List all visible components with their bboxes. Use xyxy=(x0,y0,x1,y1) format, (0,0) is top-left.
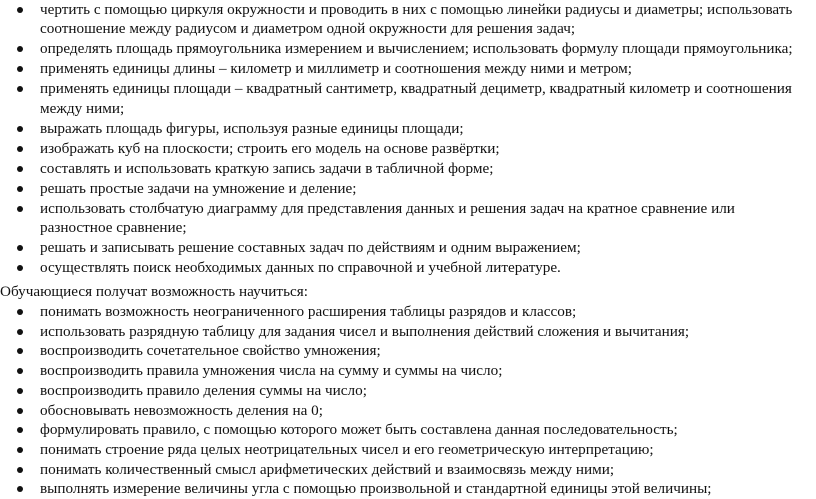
list-item xyxy=(0,119,816,138)
section-subheading: Обучающиеся получат возможность научиться: xyxy=(0,283,308,300)
list-item xyxy=(0,361,816,380)
list-item xyxy=(0,238,816,257)
bullet-icon xyxy=(17,265,23,271)
bullet-icon xyxy=(17,388,23,394)
list-item-text: составлять и использовать краткую запись задачи в табличной форме; xyxy=(40,159,494,177)
list-item xyxy=(0,460,816,479)
bullet-icon xyxy=(17,245,23,251)
bullet-icon xyxy=(17,7,23,13)
bullet-icon xyxy=(17,46,23,52)
list-item-text: использовать разрядную таблицу для задания чисел и выполнения действий сложения и вычитания; xyxy=(40,322,690,340)
bullet-icon xyxy=(17,467,23,473)
bullet-icon xyxy=(17,427,23,433)
bullet-icon xyxy=(17,309,23,315)
list-item xyxy=(0,341,816,360)
bullet-icon xyxy=(17,329,23,335)
bullet-icon xyxy=(17,66,23,72)
bullet-icon xyxy=(17,126,23,132)
list-item-text: использовать столбчатую диаграмму для представления данных и решения задач на кратное сравнение или разностное сравнение; xyxy=(40,199,735,237)
list-item xyxy=(0,381,816,400)
list-item-text: применять единицы длины – километр и миллиметр и соотношения между ними и метром; xyxy=(40,60,632,78)
list-item xyxy=(0,258,816,277)
list-item xyxy=(0,159,816,178)
list-item-text: выражать площадь фигуры, используя разные единицы площади; xyxy=(40,119,464,137)
bullet-icon xyxy=(17,348,23,354)
bullet-icon xyxy=(17,186,23,192)
list-item-text: понимать строение ряда целых неотрицательных чисел и его геометрическую интерпретацию; xyxy=(40,440,654,458)
bullet-icon xyxy=(17,146,23,152)
list-item-text: понимать количественный смысл арифметических действий и взаимосвязь между ними; xyxy=(40,460,615,478)
optional-skills-bullet-list xyxy=(0,302,816,499)
list-item-text: воспроизводить сочетательное свойство умножения; xyxy=(40,342,381,360)
list-item-text: воспроизводить правило деления суммы на число; xyxy=(40,381,367,399)
list-item-text: обосновывать невозможность деления на 0; xyxy=(40,401,323,419)
list-item xyxy=(0,479,816,498)
list-item xyxy=(0,79,816,118)
list-item-text: определять площадь прямоугольника измерением и вычислением; использовать формулу площади прямоугольника; xyxy=(40,40,793,58)
list-item xyxy=(0,0,816,39)
list-item-text: чертить с помощью циркуля окружности и проводить в них с помощью линейки радиусы и диаметры; использовать соотношение между радиусом и диаметром одной окружности для решения задач; xyxy=(40,1,793,38)
list-item-text: воспроизводить правила умножения числа на сумму и суммы на число; xyxy=(40,362,503,380)
list-item xyxy=(0,39,816,58)
list-item-text: применять единицы площади – квадратный сантиметр, квадратный дециметр, квадратный километр и соотношения между ними; xyxy=(40,80,792,117)
list-item-text: решать и записывать решение составных задач по действиям и одним выражением; xyxy=(40,239,581,257)
list-item xyxy=(0,322,816,341)
list-item-text: формулировать правило, с помощью которого может быть составлена данная последовательность; xyxy=(40,421,678,439)
bullet-icon xyxy=(17,447,23,453)
bullet-icon xyxy=(17,166,23,172)
list-item xyxy=(0,401,816,420)
list-item-text: решать простые задачи на умножение и деление; xyxy=(40,179,357,197)
list-item-text: осуществлять поиск необходимых данных по справочной и учебной литературе. xyxy=(40,259,561,277)
list-item-text: понимать возможность неограниченного расширения таблицы разрядов и классов; xyxy=(40,303,577,320)
bullet-icon xyxy=(17,206,23,212)
list-item xyxy=(0,420,816,439)
list-item-text: изображать куб на плоскости; строить его модель на основе развёртки; xyxy=(40,139,500,157)
list-item xyxy=(0,199,816,238)
bullet-icon xyxy=(17,486,23,492)
list-item xyxy=(0,440,816,459)
bullet-icon xyxy=(17,408,23,414)
bullet-icon xyxy=(17,368,23,374)
bullet-icon xyxy=(17,86,23,92)
list-item-text: выполнять измерение величины угла с помощью произвольной и стандартной единицы этой величины; xyxy=(40,480,712,498)
list-item xyxy=(0,302,816,321)
list-item xyxy=(0,139,816,158)
list-item xyxy=(0,179,816,198)
list-item xyxy=(0,59,816,78)
